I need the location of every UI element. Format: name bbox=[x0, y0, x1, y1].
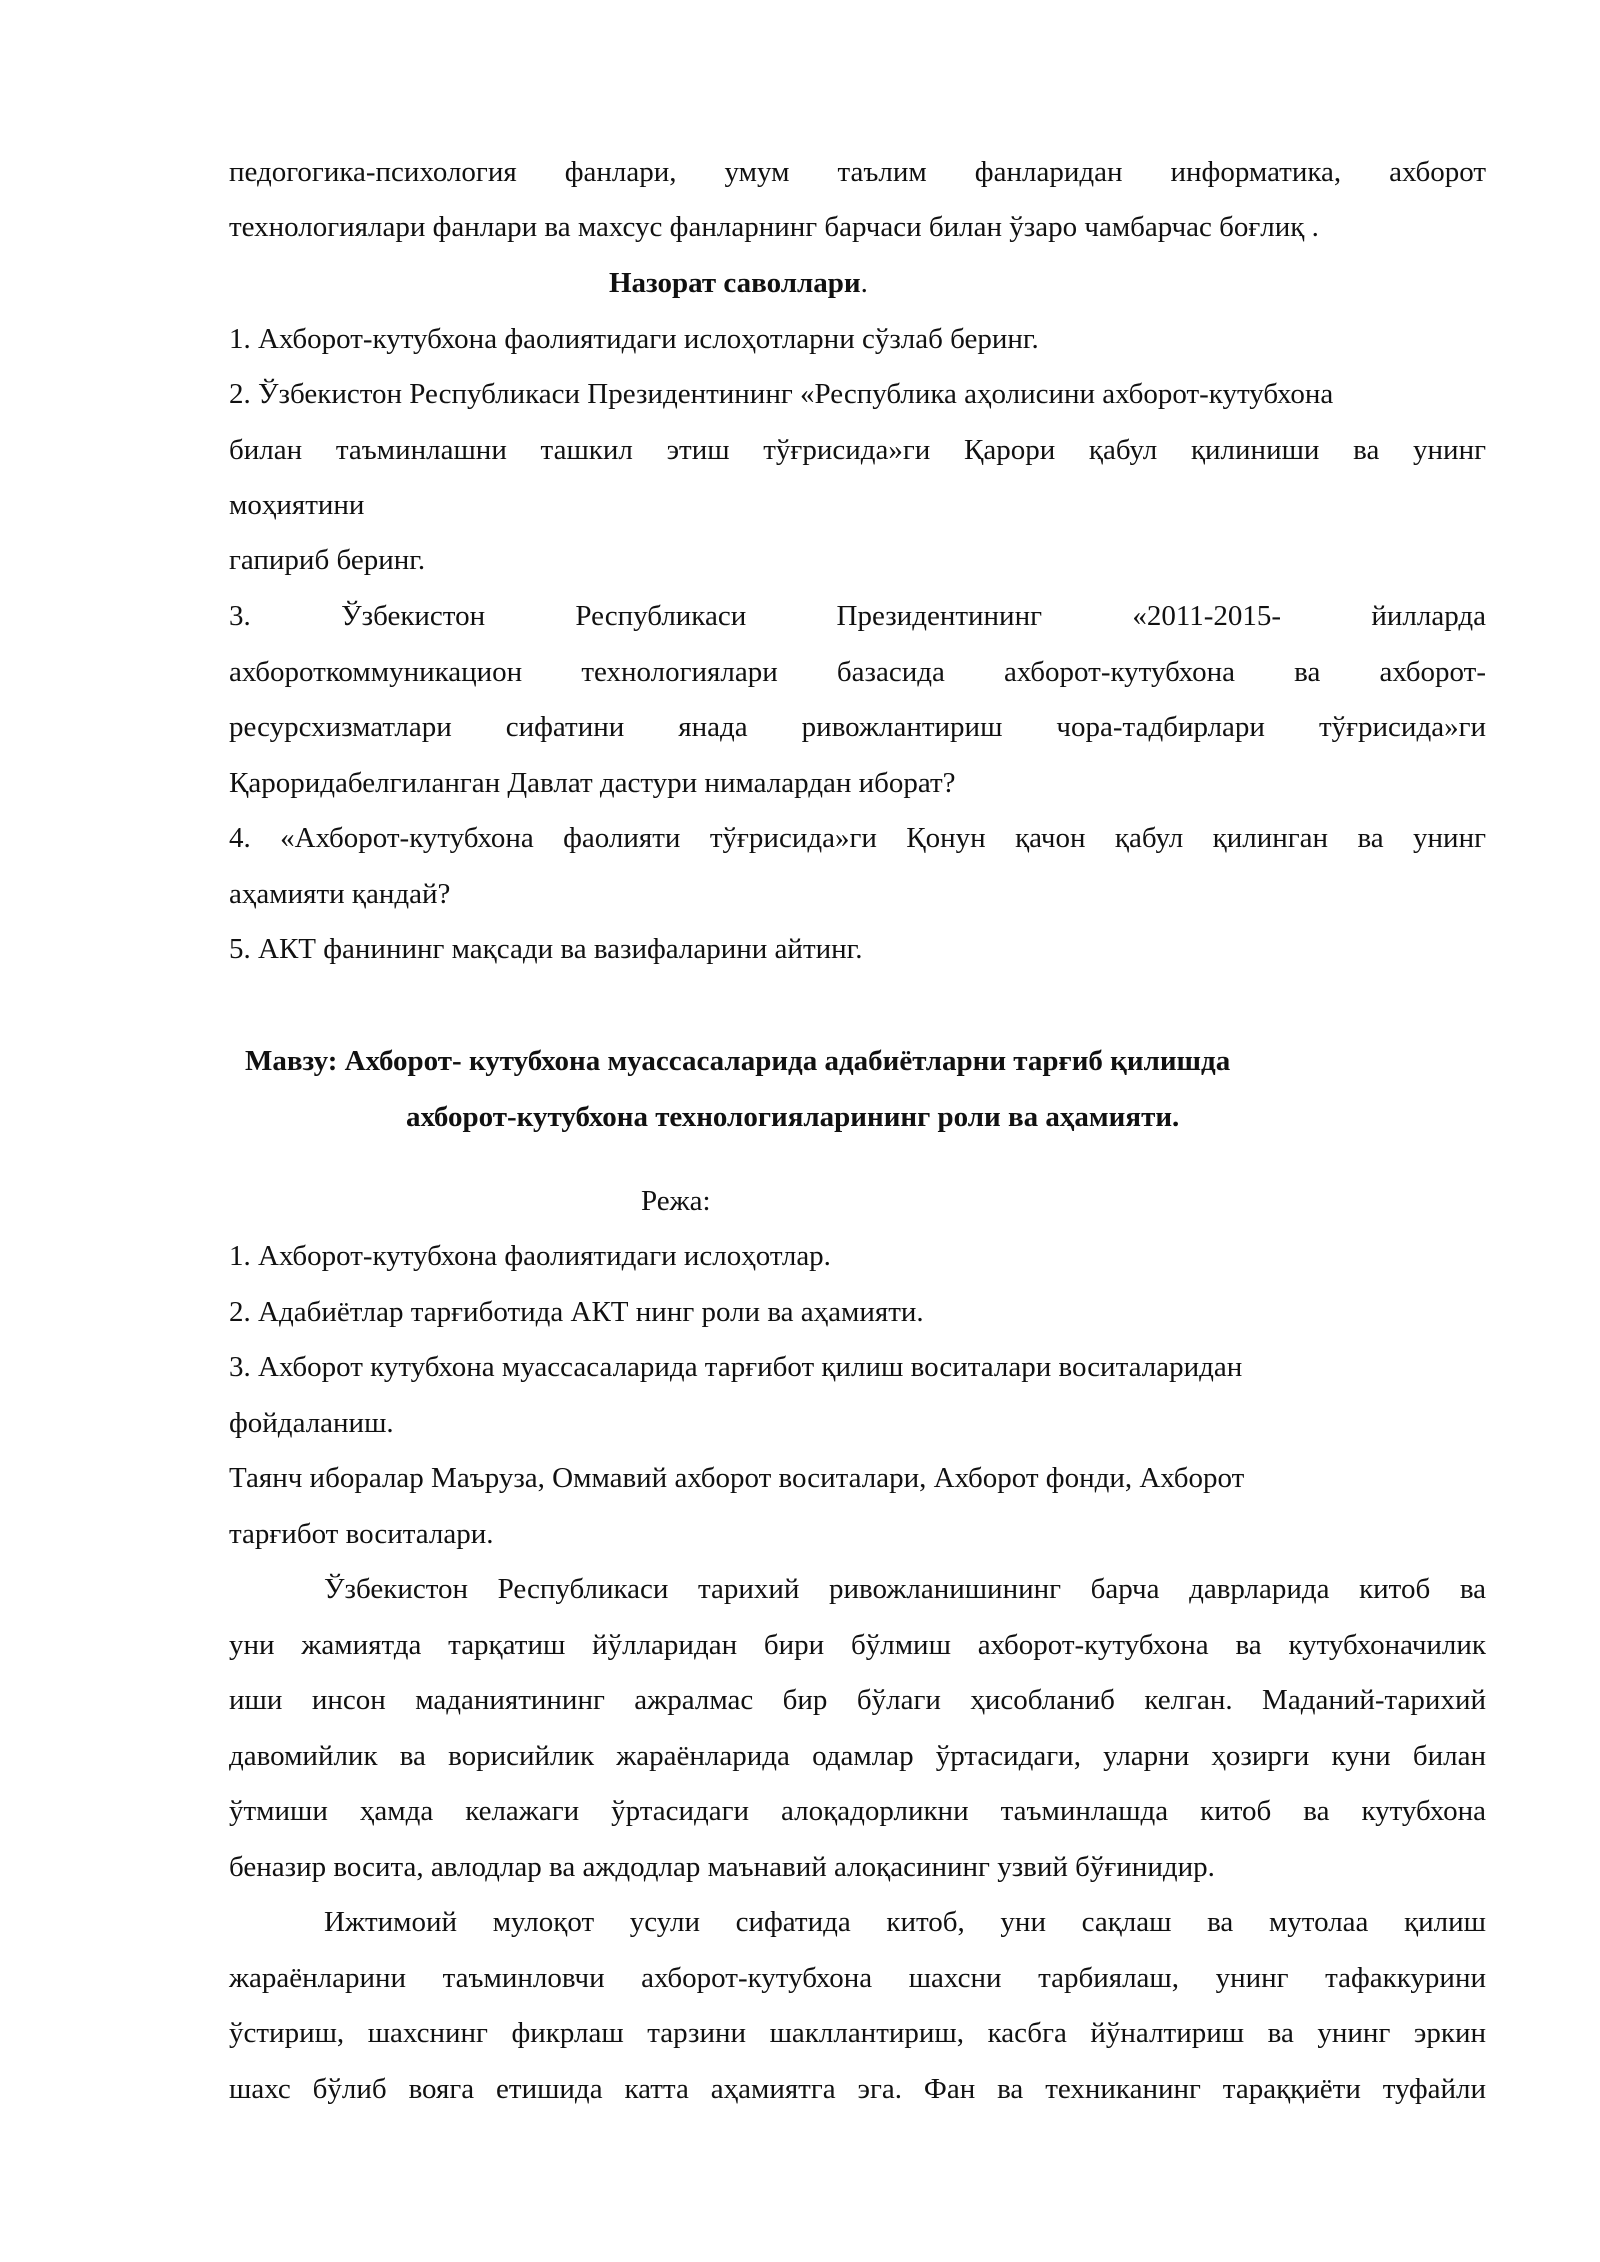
plan-item-3-line-1: 3. Ахборот кутубхона муассасаларида тарғибот қилиш воситалари воситаларидан bbox=[229, 1351, 1243, 1383]
question-2-line-3: моҳиятини bbox=[229, 489, 365, 521]
keywords-line-2: тарғибот воситалари. bbox=[229, 1518, 494, 1550]
paragraph-2-line-1: Ижтимоий мулоқот усули сифатида китоб, уни сақлаш ва мутолаа қилиш bbox=[324, 1906, 1486, 1938]
question-3-line-1: 3. Ўзбекистон Республикаси Президентининг «2011-2015- йилларда bbox=[229, 600, 1486, 632]
paragraph-1-line-3: иши инсон маданиятининг ажралмас бир бўлаги ҳисобланиб келган. Маданий-тарихий bbox=[229, 1684, 1486, 1716]
question-5: 5. АКТ фанининг мақсади ва вазифаларини айтинг. bbox=[229, 933, 863, 965]
plan-item-1: 1. Ахборот-кутубхона фаолиятидаги ислоҳотлар. bbox=[229, 1240, 831, 1272]
question-4-line-1: 4. «Ахборот-кутубхона фаолияти тўғрисида»ги Қонун қачон қабул қилинган ва унинг bbox=[229, 822, 1486, 854]
intro-line-1: педогогика-психология фанлари, умум таълим фанларидан информатика, ахборот bbox=[229, 156, 1486, 188]
paragraph-1-line-2: уни жамиятда тарқатиш йўлларидан бири бўлмиш ахборот-кутубхона ва кутубхоначилик bbox=[229, 1629, 1486, 1661]
question-2-line-4: гапириб беринг. bbox=[229, 544, 426, 576]
paragraph-2-line-2: жараёнларини таъминловчи ахборот-кутубхона шахсни тарбиялаш, унинг тафаккурини bbox=[229, 1962, 1486, 1994]
question-3-line-2: ахбороткоммуникацион технологиялари базасида ахборот-кутубхона ва ахборот- bbox=[229, 656, 1486, 688]
topic-line-1: Мавзу: Ахборот- кутубхона муассасаларида адабиётларни тарғиб қилишда bbox=[245, 1045, 1231, 1077]
keywords-line-1: Таянч иборалар Маъруза, Оммавий ахборот воситалари, Ахборот фонди, Ахборот bbox=[229, 1462, 1245, 1494]
paragraph-1-line-1: Ўзбекистон Республикаси тарихий ривожланишининг барча даврларида китоб ва bbox=[324, 1573, 1486, 1605]
question-3-line-3: ресурсхизматлари сифатини янада ривожлантириш чора-тадбирлари тўғрисида»ги bbox=[229, 711, 1486, 743]
control-questions-heading-period: . bbox=[860, 267, 868, 299]
control-questions-heading-text: Назорат саволлари bbox=[609, 267, 861, 299]
topic-line-2: ахборот-кутубхона технологияларининг роли ва аҳамияти. bbox=[406, 1101, 1180, 1133]
paragraph-2-line-4: шахс бўлиб вояга етишида катта аҳамиятга эга. Фан ва техниканинг тараққиёти туфайли bbox=[229, 2073, 1486, 2105]
question-2-line-2: билан таъминлашни ташкил этиш тўғрисида»ги Қарори қабул қилиниши ва унинг bbox=[229, 434, 1486, 466]
question-1: 1. Ахборот-кутубхона фаолиятидаги ислоҳотларни сўзлаб беринг. bbox=[229, 323, 1039, 355]
intro-line-2: технологиялари фанлари ва махсус фанларнинг барчаси билан ўзаро чамбарчас боғлиқ . bbox=[229, 211, 1319, 243]
question-3-line-4: Қароридабелгиланган Давлат дастури нималардан иборат? bbox=[229, 767, 956, 799]
plan-heading: Режа: bbox=[641, 1185, 711, 1217]
question-2-line-1: 2. Ўзбекистон Республикаси Президентининг «Республика аҳолисини ахборот-кутубхона bbox=[229, 378, 1334, 410]
plan-item-3-line-2: фойдаланиш. bbox=[229, 1407, 394, 1439]
paragraph-1-line-6: беназир восита, авлодлар ва аждодлар маънавий алоқасининг узвий бўғинидир. bbox=[229, 1851, 1215, 1883]
plan-item-2: 2. Адабиётлар тарғиботида АКТ нинг роли ва аҳамияти. bbox=[229, 1296, 924, 1328]
question-4-line-2: аҳамияти қандай? bbox=[229, 878, 451, 910]
paragraph-1-line-4: давомийлик ва ворисийлик жараёнларида одамлар ўртасидаги, уларни ҳозирги куни билан bbox=[229, 1740, 1486, 1772]
control-questions-heading bbox=[609, 266, 868, 300]
paragraph-1-line-5: ўтмиши ҳамда келажаги ўртасидаги алоқадорликни таъминлашда китоб ва кутубхона bbox=[229, 1795, 1486, 1827]
paragraph-2-line-3: ўстириш, шахснинг фикрлаш тарзини шакллантириш, касбга йўналтириш ва унинг эркин bbox=[229, 2017, 1486, 2049]
